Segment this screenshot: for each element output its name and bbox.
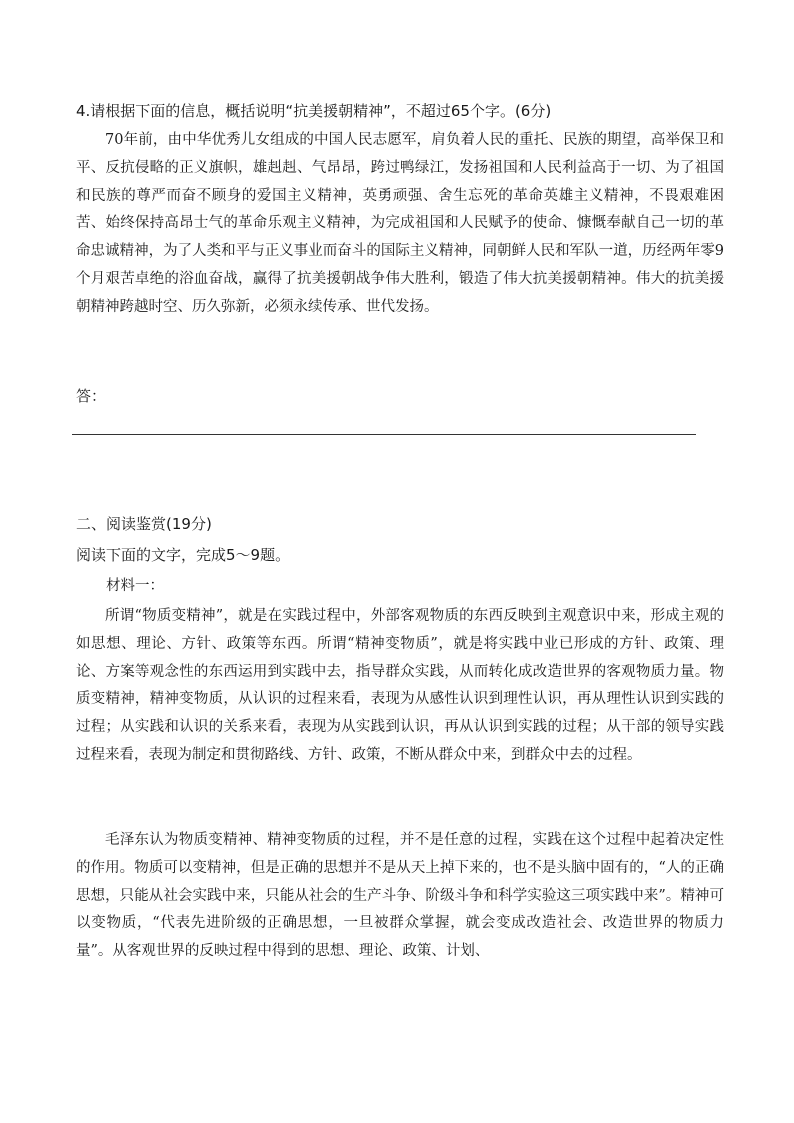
material-paragraph: 所谓“物质变精神”，就是在实践过程中，外部客观物质的东西反映到主观意识中来，形成主观的如思想、理论、方针、政策等东西。所谓“精神变物质”，就是将实践中业已形成的方针、政策、理论、方案等观念性的东西运用到实践中去，指导群众实践，从而转化成改造世界的客观物质力量。物质变精神，精神变物质，从认识的过程来看，表现为从感性认识到理性认识，再从理性认识到实践的过程；从实践和认识的关系来看，表现为从实践到认识，再从认识到实践的过程；从干部的领导实践过程来看，表现为制定和贯彻路线、方针、政策，不断从群众中来，到群众中去的过程。: [76, 608, 724, 763]
material-paragraph: 毛泽东认为物质变精神、精神变物质的过程，并不是任意的过程，实践在这个过程中起着决定性的作用。物质可以变精神，但是正确的思想并不是从天上掉下来的，也不是头脑中固有的，“人的正确思想，只能从社会实践中来，只能从社会的生产斗争、阶级斗争和科学实验这三项实践中来”。精神可以变物质，“代表先进阶级的正确思想，一旦被群众掌握，就会变成改造社会、改造世界的物质力量”。从客观世界的反映过程中得到的思想、理论、政策、计划、: [76, 832, 724, 960]
answer-line: [72, 434, 696, 435]
answer-label: 答：: [76, 387, 107, 405]
question-4-passage: 70年前，由中华优秀儿女组成的中国人民志愿军，肩负着人民的重托、民族的期望，高举保卫和平、反抗侵略的正义旗帜，雄赳赳、气昂昂，跨过鸭绿江，发扬祖国和人民利益高于一切、为了祖国和民族的尊严而奋不顾身的爱国主义精神，英勇顽强、舍生忘死的革命英雄主义精神，不畏艰难困苦、始终保持高昂士气的革命乐观主义精神，为完成祖国和人民赋予的使命、慷慨奉献自己一切的革命忠诚精神，为了人类和平与正义事业而奋斗的国际主义精神，同朝鲜人民和军队一道，历经两年零9个月艰苦卓绝的浴血奋战，赢得了抗美援朝战争伟大胜利，锻造了伟大抗美援朝精神。伟大的抗美援朝精神跨越时空、历久弥新，必须永续传承、世代发扬。: [76, 132, 724, 315]
section-2-title: 二、阅读鉴赏(19分): [76, 515, 212, 533]
reading-instruction: 阅读下面的文字，完成5～9题。: [76, 546, 291, 564]
question-4-title: 4.请根据下面的信息，概括说明“抗美援朝精神”，不超过65个字。(6分): [76, 102, 552, 120]
material-1-label: 材料一：: [106, 578, 164, 594]
